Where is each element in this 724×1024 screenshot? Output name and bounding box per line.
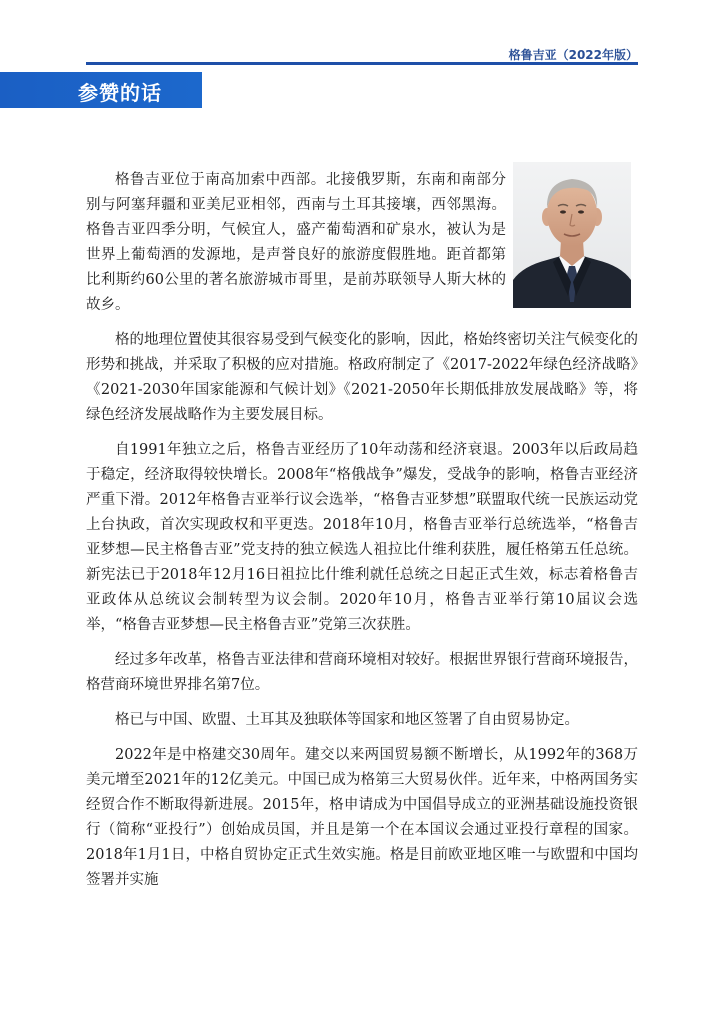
header-rule — [86, 62, 638, 65]
paragraph-politics: 自1991年独立之后，格鲁吉亚经历了10年动荡和经济衰退。2003年以后政局趋于稳定，经济取得较快增长。2008年“格俄战争”爆发，受战争的影响，格鲁吉亚经济严重下滑。2012年格鲁吉亚举行议会选举，“格鲁吉亚梦想”联盟取代统一民族运动党上台执政，首次实现政权和平更迭。2018年10月，格鲁吉亚举行总统选举，“格鲁吉亚梦想—民主格鲁吉亚”党支持的独立候选人祖拉比什维利获胜，履任格第五任总统。新宪法已于2018年12月16日祖拉比什维利就任总统之日起正式生效，标志着格鲁吉亚政体从总统议会制转型为议会制。2020年10月，格鲁吉亚举行第10届议会选举，“格鲁吉亚梦想—民主格鲁吉亚”党第三次获胜。 — [86, 442, 638, 633]
publication-title: 格鲁吉亚（2022年版） — [508, 48, 638, 62]
article-body — [86, 168, 638, 903]
paragraph-business-environment: 经过多年改革，格鲁吉亚法律和营商环境相对较好。根据世界银行营商环境报告，格营商环境世界排名第7位。 — [86, 652, 638, 693]
paragraph-climate: 格的地理位置使其很容易受到气候变化的影响，因此，格始终密切关注气候变化的形势和挑战，并采取了积极的应对措施。格政府制定了《2017-2022年绿色经济战略》《2021-2030年国家能源和气候计划》《2021-2050年长期低排放发展战略》等，将绿色经济发展战略作为主要发展目标。 — [86, 332, 638, 423]
paragraph-geography: 格鲁吉亚位于南高加索中西部。北接俄罗斯，东南和南部分别与阿塞拜疆和亚美尼亚相邻，西南与土耳其接壤，西邻黑海。格鲁吉亚四季分明，气候宜人，盛产葡萄酒和矿泉水，被认为是世界上葡萄酒的发源地，是声誉良好的旅游度假胜地。距首都第比利斯约60公里的著名旅游城市哥里，是前苏联领导人斯大林的故乡。 — [86, 172, 506, 313]
section-banner — [0, 72, 202, 108]
section-title: 参赞的话 — [78, 81, 162, 105]
paragraph-free-trade: 格已与中国、欧盟、土耳其及独联体等国家和地区签署了自由贸易协定。 — [115, 712, 579, 728]
paragraph-china-georgia-relations: 2022年是中格建交30周年。建交以来两国贸易额不断增长，从1992年的368万美元增至2021年的12亿美元。中国已成为格第三大贸易伙伴。近年来，中格两国务实经贸合作不断取得新进展。2015年，格申请成为中国倡导成立的亚洲基础设施投资银行（简称“亚投行”）创始成员国，并且是第一个在本国议会通过亚投行章程的国家。2018年1月1日，中格自贸协定正式生效实施。格是目前欧亚地区唯一与欧盟和中国均签署并实施 — [86, 747, 638, 888]
